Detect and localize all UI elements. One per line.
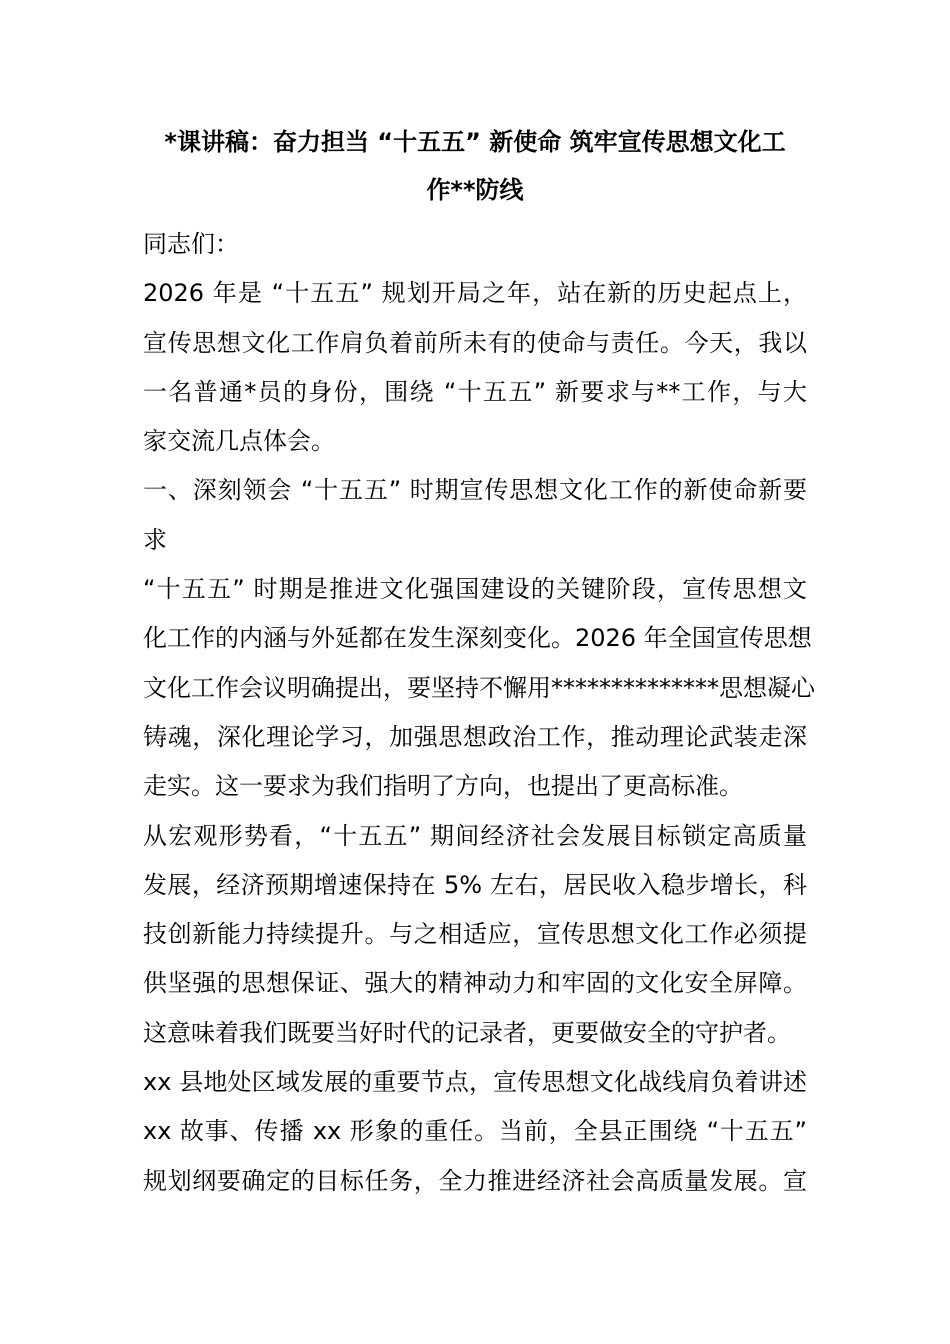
paragraph-line: 家交流几点体会。 — [143, 427, 335, 456]
paragraph-line: 从宏观形势看，“十五五” 期间经济社会发展目标锁定高质量 — [143, 821, 807, 850]
document-title — [140, 118, 810, 214]
paragraph-line: 发展，经济预期增速保持在 5% 左右，居民收入稳步增长，科 — [143, 870, 807, 899]
paragraph-line: xx 故事、传播 xx 形象的重任。当前，全县正围绕 “十五五” — [143, 1117, 807, 1146]
title-line-2: 作**防线 — [426, 176, 524, 204]
paragraph-line: 规划纲要确定的目标任务，全力推进经济社会高质量发展。宣 — [143, 1166, 807, 1195]
paragraph-line: 这意味着我们既要当好时代的记录者，更要做安全的守护者。 — [143, 1018, 791, 1047]
paragraph-line: 宣传思想文化工作肩负着前所未有的使命与责任。今天，我以 — [143, 328, 807, 357]
paragraph-line: 2026 年是 “十五五” 规划开局之年，站在新的历史起点上， — [143, 279, 807, 308]
paragraph-line: 铸魂，深化理论学习，加强思想政治工作，推动理论武装走深 — [143, 722, 807, 751]
paragraph-line: 走实。这一要求为我们指明了方向，也提出了更高标准。 — [143, 772, 743, 801]
paragraph-line: xx 县地处区域发展的重要节点，宣传思想文化战线肩负着讲述 — [143, 1068, 807, 1097]
paragraph-line: “十五五” 时期是推进文化强国建设的关键阶段，宣传思想文 — [143, 575, 807, 604]
paragraph-line: 文化工作会议明确提出，要坚持不懈用**************思想凝心 — [143, 673, 815, 702]
paragraph-line: 技创新能力持续提升。与之相适应，宣传思想文化工作必须提 — [143, 920, 807, 949]
title-line-1: *课讲稿：奋力担当 “十五五” 新使命 筑牢宣传思想文化工 — [164, 128, 786, 156]
paragraph-line: 供坚强的思想保证、强大的精神动力和牢固的文化安全屏障。 — [143, 969, 807, 998]
paragraph-line: 一名普通*员的身份，围绕 “十五五” 新要求与**工作，与大 — [143, 377, 807, 406]
salutation: 同志们： — [143, 230, 239, 258]
paragraph-line: 化工作的内涵与外延都在发生深刻变化。2026 年全国宣传思想 — [143, 624, 812, 653]
document-body — [143, 220, 815, 1206]
section-heading-line: 求 — [143, 525, 167, 554]
section-heading-line: 一、深刻领会 “十五五” 时期宣传思想文化工作的新使命新要 — [143, 476, 807, 505]
